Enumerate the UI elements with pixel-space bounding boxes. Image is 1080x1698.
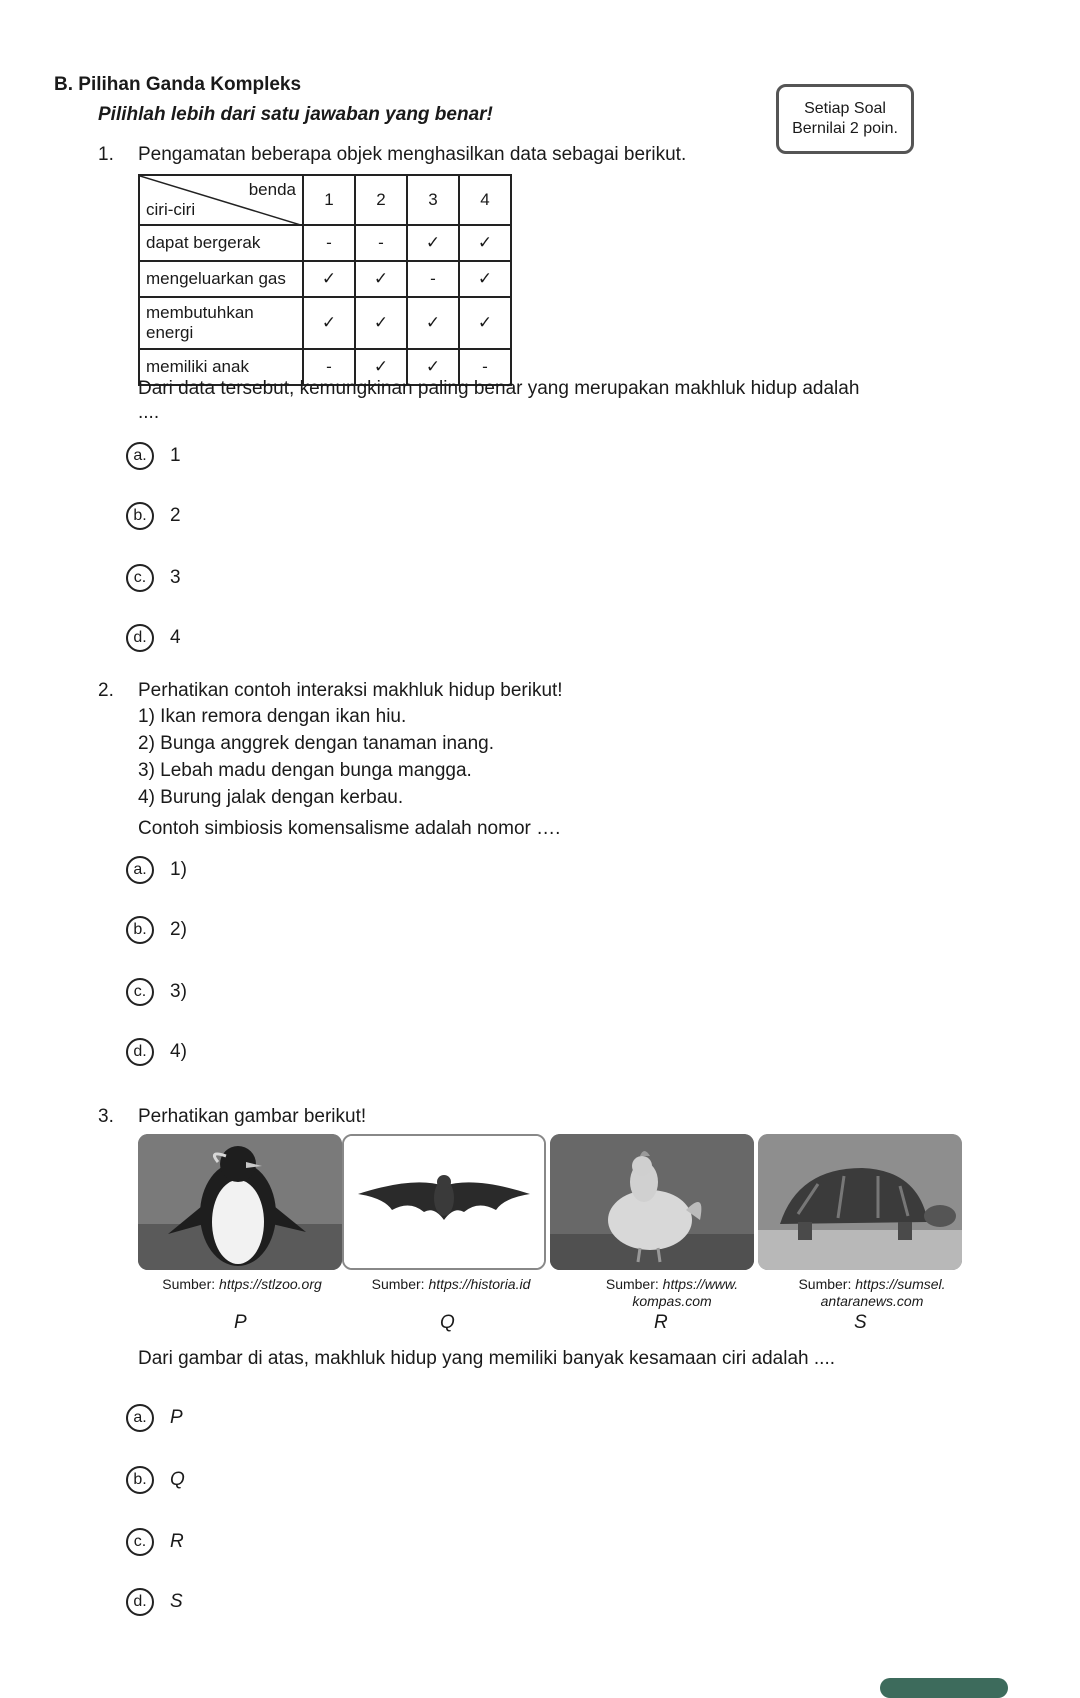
q2-option-d[interactable] [126, 1038, 187, 1066]
source-url: https://stlzoo.org [219, 1276, 322, 1292]
q1-option-a[interactable] [126, 442, 181, 470]
image-source-q [346, 1276, 556, 1293]
question-1-text: Pengamatan beberapa objek menghasilkan data sebagai berikut. [138, 144, 687, 165]
source-label: Sumber: [371, 1276, 425, 1292]
option-text: 2) [170, 919, 187, 940]
tortoise-photo [758, 1134, 962, 1270]
section-title: B. Pilihan Ganda Kompleks [54, 74, 302, 95]
option-text: 3) [170, 981, 187, 1002]
table-row-label: membutuhkan energi [139, 297, 303, 349]
list-item: 4) Burung jalak dengan kerbau. [138, 787, 404, 808]
table-cell: ✓ [355, 261, 407, 297]
option-letter-badge: c. [126, 978, 154, 1006]
bat-photo [342, 1134, 546, 1270]
option-letter-badge: d. [126, 1588, 154, 1616]
table-cell: ✓ [459, 225, 511, 261]
option-letter-badge: b. [126, 1466, 154, 1494]
source-url: https://historia.id [428, 1276, 531, 1292]
table-col-header: 1 [303, 175, 355, 225]
question-2-prompt: Contoh simbiosis komensalisme adalah nomor …. [138, 818, 561, 839]
question-2-text: Perhatikan contoh interaksi makhluk hidup berikut! [138, 680, 563, 701]
penguin-photo [138, 1134, 342, 1270]
table-corner-top: benda [248, 180, 296, 199]
option-text: 4) [170, 1041, 187, 1062]
q3-option-d[interactable] [126, 1588, 183, 1616]
option-letter-badge: a. [126, 442, 154, 470]
q2-option-c[interactable] [126, 978, 187, 1006]
image-letter-s: S [854, 1312, 867, 1333]
table-cell: ✓ [303, 297, 355, 349]
score-info-box [776, 84, 914, 154]
table-row [139, 261, 511, 297]
q1-option-b[interactable] [126, 502, 181, 530]
source-label: Sumber: [162, 1276, 216, 1292]
image-letter-q: Q [440, 1312, 455, 1333]
animal-photo-strip [138, 1134, 962, 1270]
table-row [139, 225, 511, 261]
table-cell: ✓ [407, 349, 459, 385]
table-row-label: mengeluarkan gas [139, 261, 303, 297]
option-text: 1) [170, 859, 187, 880]
option-text: 3 [170, 567, 181, 588]
option-text: R [170, 1531, 184, 1552]
table-cell: ✓ [355, 297, 407, 349]
observation-table [138, 174, 512, 386]
table-row-label: dapat bergerak [139, 225, 303, 261]
table-cell: ✓ [407, 225, 459, 261]
question-1-prompt-ellipsis: .... [138, 402, 160, 423]
source-url-continued: antaranews.com [820, 1293, 924, 1309]
table-cell: - [303, 225, 355, 261]
option-text: 4 [170, 627, 181, 648]
image-source-s [772, 1276, 972, 1310]
option-letter-badge: a. [126, 1404, 154, 1432]
source-url-continued: kompas.com [632, 1293, 712, 1309]
table-col-header: 2 [355, 175, 407, 225]
option-letter-badge: d. [126, 624, 154, 652]
table-cell: ✓ [303, 261, 355, 297]
instruction-text: Pilihlah lebih dari satu jawaban yang benar! [98, 104, 493, 125]
table-corner-cell [139, 175, 303, 225]
image-source-p [138, 1276, 346, 1293]
table-corner-bottom: ciri-ciri [146, 200, 196, 219]
table-cell: - [407, 261, 459, 297]
option-text: 1 [170, 445, 181, 466]
list-item: 1) Ikan remora dengan ikan hiu. [138, 706, 407, 727]
question-3-text: Perhatikan gambar berikut! [138, 1106, 367, 1127]
q2-option-a[interactable] [126, 856, 187, 884]
question-3-number: 3. [98, 1106, 114, 1127]
q3-option-b[interactable] [126, 1466, 185, 1494]
option-text: Q [170, 1469, 185, 1490]
table-row [139, 297, 511, 349]
option-text: 2 [170, 505, 181, 526]
source-url: https://sumsel. [855, 1276, 946, 1292]
list-item: 3) Lebah madu dengan bunga mangga. [138, 760, 472, 781]
q1-option-d[interactable] [126, 624, 181, 652]
table-cell: ✓ [459, 297, 511, 349]
question-2-number: 2. [98, 680, 114, 701]
table-col-header: 4 [459, 175, 511, 225]
option-letter-badge: c. [126, 564, 154, 592]
option-letter-badge: a. [126, 856, 154, 884]
option-letter-badge: d. [126, 1038, 154, 1066]
image-letter-p: P [234, 1312, 247, 1333]
option-text: S [170, 1591, 183, 1612]
source-label: Sumber: [605, 1276, 659, 1292]
option-letter-badge: b. [126, 502, 154, 530]
q2-option-b[interactable] [126, 916, 187, 944]
question-1-prompt: Dari data tersebut, kemungkinan paling benar yang merupakan makhluk hidup adalah [138, 378, 860, 399]
option-letter-badge: c. [126, 1528, 154, 1556]
table-cell: ✓ [407, 297, 459, 349]
table-cell: - [355, 225, 407, 261]
chicken-photo [550, 1134, 754, 1270]
table-cell: ✓ [459, 261, 511, 297]
list-item: 2) Bunga anggrek dengan tanaman inang. [138, 733, 494, 754]
q3-option-a[interactable] [126, 1404, 183, 1432]
q3-option-c[interactable] [126, 1528, 184, 1556]
table-row-label: memiliki anak [139, 349, 303, 385]
question-3-prompt: Dari gambar di atas, makhluk hidup yang memiliki banyak kesamaan ciri adalah .... [138, 1348, 835, 1369]
score-box-line2: Bernilai 2 poin. [792, 120, 898, 137]
score-box-line1: Setiap Soal [804, 100, 886, 117]
question-1-number: 1. [98, 144, 114, 165]
option-letter-badge: b. [126, 916, 154, 944]
table-cell: - [303, 349, 355, 385]
table-cell: - [459, 349, 511, 385]
image-letter-r: R [654, 1312, 668, 1333]
option-text: P [170, 1407, 183, 1428]
table-col-header: 3 [407, 175, 459, 225]
image-source-r [576, 1276, 768, 1310]
q1-option-c[interactable] [126, 564, 181, 592]
table-cell: ✓ [355, 349, 407, 385]
source-url: https://www. [662, 1276, 739, 1292]
source-label: Sumber: [798, 1276, 852, 1292]
bottom-handle-bar[interactable] [880, 1678, 1008, 1698]
